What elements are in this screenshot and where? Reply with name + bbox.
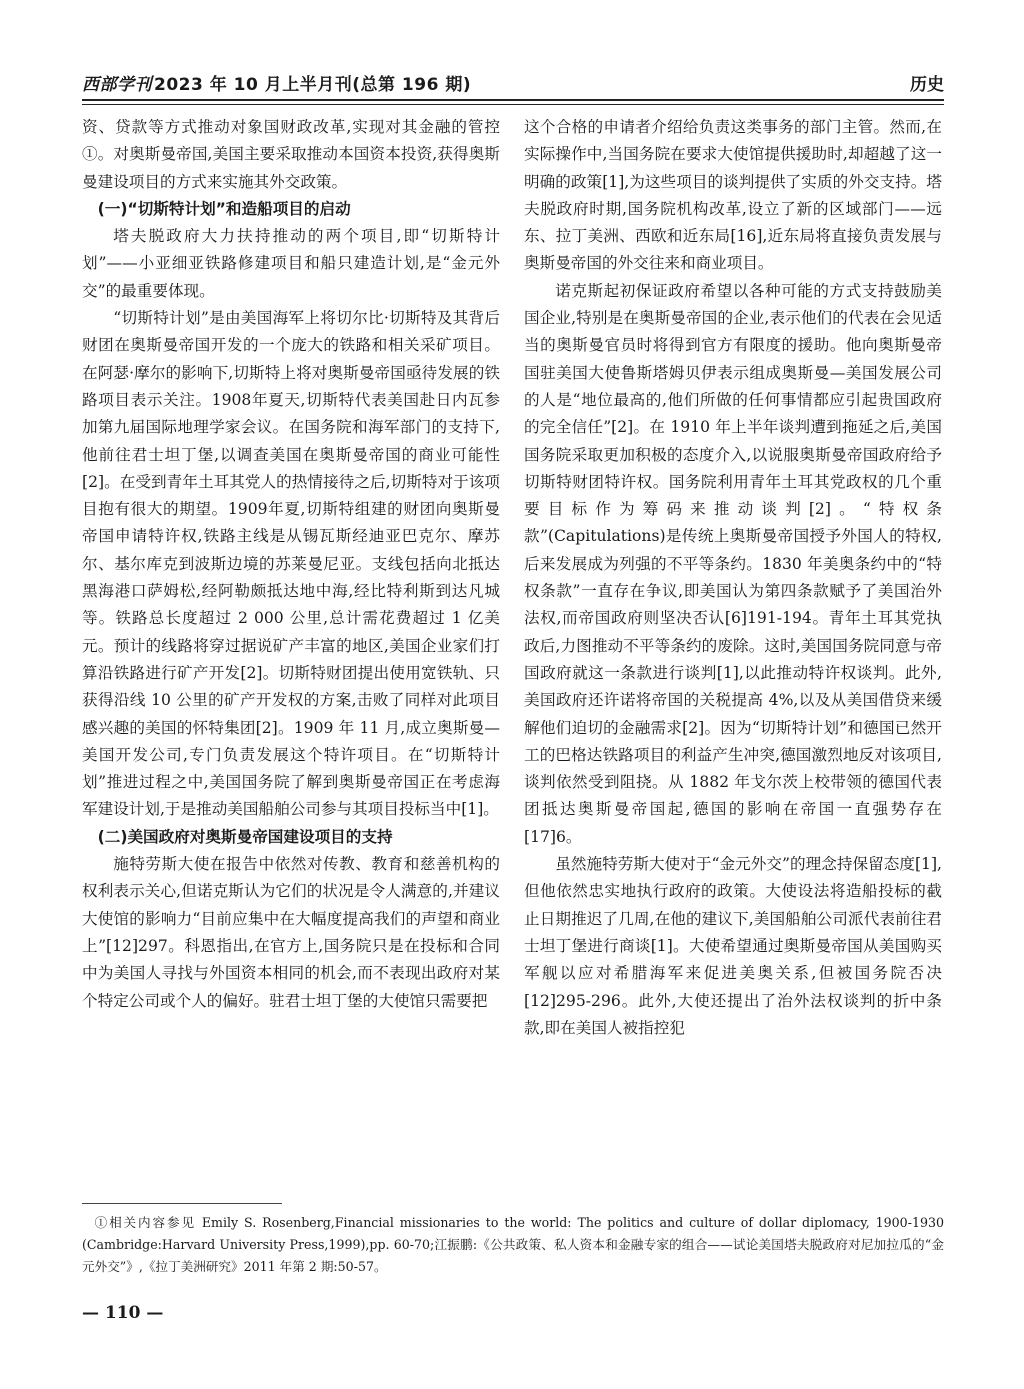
journal-logo: 西部学刊 [82,75,152,95]
header-rule-thin [82,104,944,105]
footnote-rule [82,1203,282,1204]
running-header [82,68,944,98]
page-number: — 110 — [82,1303,164,1323]
paragraph: 施特劳斯大使在报告中依然对传教、教育和慈善机构的权利表示关心,但诺克斯认为它们的状况是令人满意的,并建议大使馆的影响力“目前应集中在大幅度提高我们的声望和商业上”[12]297。科恩指出,在官方上,国务院只是在投标和合同中为美国人寻找与外国资本相同的机会,而不表现出政府对某个特定公司或个人的偏好。驻君士坦丁堡的大使馆只需要把 [82,855,500,1010]
left-column [82,114,500,1194]
header-rule-thick [82,99,944,101]
section-label: 历史 [910,75,944,95]
journal-title [82,70,471,95]
paragraph: 塔夫脱政府大力扶持推动的两个项目,即“切斯特计划”——小亚细亚铁路修建项目和船只建造计划,是“金元外交”的最重要体现。 [82,227,500,300]
paragraph: 虽然施特劳斯大使对于“金元外交”的理念持保留态度[1],但他依然忠实地执行政府的政策。大使设法将造船投标的截止日期推迟了几周,在他的建议下,美国船舶公司派代表前往君士坦丁堡进行商谈[1]。大使希望通过奥斯曼帝国从美国购买军舰以应对希腊海军来促进美奥关系,但被国务院否决[12]295-296。此外,大使还提出了治外法权谈判的折中条款,即在美国人被指控犯 [524,855,942,1037]
paragraph: “切斯特计划”是由美国海军上将切尔比·切斯特及其背后财团在奥斯曼帝国开发的一个庞大的铁路和相关采矿项目。在阿瑟·摩尔的影响下,切斯特上将对奥斯曼帝国亟待发展的铁路项目表示关注。1908年夏天,切斯特代表美国赴日内瓦参加第九届国际地理学家会议。在国务院和海军部门的支持下,他前往君士坦丁堡,以调查美国在奥斯曼帝国的商业可能性[2]。在受到青年土耳其党人的热情接待之后,切斯特对于该项目抱有很大的期望。1909年夏,切斯特组建的财团向奥斯曼帝国申请特许权,铁路主线是从锡瓦斯经迪亚巴克尔、摩苏尔、基尔库克到波斯边境的苏莱曼尼亚。支线包括向北抵达黑海港口萨姆松,经阿勒颇抵达地中海,经比特利斯到达凡城等。铁路总长度超过 2 000 公里,总计需花费超过 1 亿美元。预计的线路将穿过据说矿产丰富的地区,美国企业家们打算沿铁路进行矿产开发[2]。切斯特财团提出使用宽铁轨、只获得沿线 10 公里的矿产开发权的方案,击败了同样对此项目感兴趣的美国的怀特集团[2]。1909 年 11 月,成立奥斯曼—美国开发公司,专门负责发展这个特许项目。在“切斯特计划”推进过程之中,美国国务院了解到奥斯曼帝国正在考虑海军建设计划,于是推动美国船舶公司参与其项目投标当中[1]。 [82,309,500,819]
paragraph: 诺克斯起初保证政府希望以各种可能的方式支持鼓励美国企业,特别是在奥斯曼帝国的企业,表示他们的代表在会见适当的奥斯曼官员时将得到官方有限度的援助。他向奥斯曼帝国驻美国大使鲁斯塔姆贝伊表示组成奥斯曼—美国发展公司的人是“地位最高的,他们所做的任何事情都应引起贵国政府的完全信任”[2]。在 1910 年上半年谈判遭到拖延之后,美国国务院采取更加积极的态度介入,以说服奥斯曼帝国政府给予切斯特财团特许权。国务院利用青年土耳其党政权的几个重要目标作为筹码来推动谈判[2]。“特权条款”(Capitulations)是传统上奥斯曼帝国授予外国人的特权,后来发展成为列强的不平等条约。1830 年美奥条约中的“特权条款”一直存在争议,即美国认为第四条款赋予了美国治外法权,而帝国政府则坚决否认[6]191-194。青年土耳其党执政后,力图推动不平等条约的废除。这时,美国国务院同意与帝国政府就这一条款进行谈判[1],以此推动特许权谈判。此外,美国政府还许诺将帝国的关税提高 4%,以及从美国借贷来缓解他们迫切的金融需求[2]。因为“切斯特计划”和德国已然开工的巴格达铁路项目的利益产生冲突,德国激烈地反对该项目,谈判依然受到阻挠。从 1882 年戈尔茨上校带领的德国代表团抵达奥斯曼帝国起,德国的影响在帝国一直强势存在[17]6。 [524,281,942,846]
paragraph: 资、贷款等方式推动对象国财政改革,实现对其金融的管控①。对奥斯曼帝国,美国主要采取推动本国资本投资,获得奥斯曼建设项目的方式来实施其外交政策。 [82,118,500,191]
footnote: ①相关内容参见 Emily S. Rosenberg,Financial missionaries to the world: The politics and culture of dollar diplomacy, 1900-1930 (Cambridge:Harvard University Press,1999),pp. 60-70;江振鹏:《公共政策、私人资本和金融专家的组合——试论美国塔夫脱政府对尼加拉瓜的“金元外交”》,《拉丁美洲研究》2011 年第 2 期:50-57。 [82,1215,944,1274]
right-column [524,114,942,1194]
section-heading: (一)“切斯特计划”和造船项目的启动 [97,199,351,218]
journal-issue: 2023 年 10 月上半月刊(总第 196 期) [154,75,472,95]
section-heading: (二)美国政府对奥斯曼帝国建设项目的支持 [97,827,393,846]
paragraph: 这个合格的申请者介绍给负责这类事务的部门主管。然而,在实际操作中,当国务院在要求大使馆提供援助时,却超越了这一明确的政策[1],为这些项目的谈判提供了实质的外交支持。塔夫脱政府时期,国务院机构改革,设立了新的区域部门——远东、拉丁美洲、西欧和近东局[16],近东局将直接负责发展与奥斯曼帝国的外交往来和商业项目。 [524,118,942,273]
